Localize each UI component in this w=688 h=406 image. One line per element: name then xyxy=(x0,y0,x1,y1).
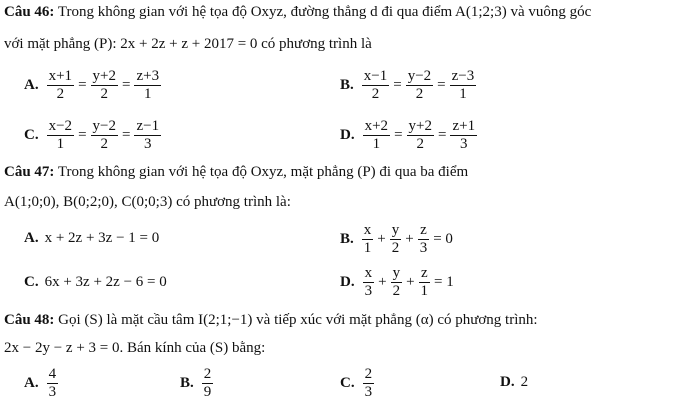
q48-option-c[interactable] xyxy=(340,366,376,401)
denominator: 2 xyxy=(56,86,65,102)
numerator: y xyxy=(392,265,401,281)
fraction xyxy=(390,222,402,257)
option-label: B. xyxy=(180,375,194,391)
denominator: 2 xyxy=(100,86,109,102)
q47-line2 xyxy=(4,194,291,211)
option-expression: 2 xyxy=(520,374,529,390)
fraction xyxy=(362,68,389,103)
q47-label: Câu 47: xyxy=(4,164,55,180)
q46-label: Câu 46: xyxy=(4,4,55,20)
denominator: 3 xyxy=(48,384,57,400)
right-hand-side: = 0 xyxy=(433,231,453,247)
fraction xyxy=(450,68,477,103)
option-label: B. xyxy=(340,231,354,247)
q47-text-1: Trong không gian với hệ tọa độ Oxyz, mặt phẳng (P) đi qua ba điểm xyxy=(57,164,469,180)
numerator: z xyxy=(420,222,427,238)
numerator: z−1 xyxy=(136,118,160,134)
numerator: 2 xyxy=(364,366,373,382)
denominator: 2 xyxy=(415,86,424,102)
numerator: y+2 xyxy=(92,68,116,84)
fraction xyxy=(47,68,74,103)
denominator: 3 xyxy=(419,240,428,256)
q47-line1 xyxy=(4,164,468,181)
q48-option-b[interactable] xyxy=(180,366,215,401)
denominator: 3 xyxy=(364,283,373,299)
option-label: A. xyxy=(24,375,39,391)
q47-option-b[interactable] xyxy=(340,222,455,257)
q47-option-a[interactable] xyxy=(24,230,159,247)
q46-line2 xyxy=(4,36,372,53)
fraction xyxy=(391,265,403,300)
denominator: 1 xyxy=(56,136,65,152)
fraction xyxy=(450,118,477,153)
fraction xyxy=(362,222,374,257)
fraction xyxy=(91,68,118,103)
fraction xyxy=(202,366,214,401)
operator: = xyxy=(122,127,131,143)
fraction xyxy=(419,265,431,300)
numerator: z+1 xyxy=(452,118,476,134)
operator: + xyxy=(406,274,415,290)
denominator: 2 xyxy=(100,136,109,152)
q46-option-b[interactable] xyxy=(340,68,478,103)
q48-text-2: 2x − 2y − z + 3 = 0. Bán kính của (S) bằng: xyxy=(4,340,266,356)
numerator: x−2 xyxy=(48,118,73,134)
operator: + xyxy=(377,231,386,247)
option-label: A. xyxy=(24,77,39,93)
denominator: 1 xyxy=(372,136,381,152)
denominator: 3 xyxy=(460,136,468,152)
numerator: 4 xyxy=(48,366,57,382)
numerator: y+2 xyxy=(408,118,432,134)
operator: = xyxy=(78,77,87,93)
denominator: 2 xyxy=(416,136,425,152)
numerator: z+3 xyxy=(136,68,160,84)
option-label: D. xyxy=(340,127,355,143)
option-label: B. xyxy=(340,77,354,93)
operator: = xyxy=(394,127,403,143)
denominator: 2 xyxy=(391,240,400,256)
q46-option-d[interactable] xyxy=(340,118,479,153)
q46-text-2: với mặt phẳng (P): 2x + 2z + z + 2017 = 0 có phương trình là xyxy=(4,36,372,52)
fraction xyxy=(134,68,161,103)
option-label: D. xyxy=(340,274,355,290)
operator: = xyxy=(438,127,447,143)
q46-text-1: Trong không gian với hệ tọa độ Oxyz, đường thẳng d đi qua điểm A(1;2;3) và vuông góc xyxy=(57,4,592,20)
fraction xyxy=(363,366,375,401)
denominator: 1 xyxy=(144,86,152,102)
fraction xyxy=(134,118,161,153)
option-label: C. xyxy=(340,375,355,391)
denominator: 1 xyxy=(363,240,372,256)
numerator: x xyxy=(364,265,373,281)
denominator: 1 xyxy=(459,86,467,102)
numerator: z−3 xyxy=(451,68,475,84)
operator: = xyxy=(437,77,446,93)
fraction xyxy=(47,366,59,401)
fraction xyxy=(363,118,390,153)
q48-option-a[interactable] xyxy=(24,366,60,401)
fraction xyxy=(363,265,375,300)
option-expression: 6x + 3z + 2z − 6 = 0 xyxy=(44,274,167,290)
denominator: 1 xyxy=(420,283,429,299)
q47-option-d[interactable] xyxy=(340,265,456,300)
q48-text-1: Gọi (S) là mặt cầu tâm I(2;1;−1) và tiếp xúc với mặt phẳng (α) có phương trình: xyxy=(58,312,538,328)
numerator: z xyxy=(420,265,428,281)
q48-label: Câu 48: xyxy=(4,312,55,328)
right-hand-side: = 1 xyxy=(434,274,454,290)
option-label: C. xyxy=(24,127,39,143)
denominator: 2 xyxy=(371,86,380,102)
fraction xyxy=(407,118,434,153)
numerator: y−2 xyxy=(92,118,116,134)
numerator: y xyxy=(391,222,400,238)
numerator: 2 xyxy=(203,366,212,382)
numerator: x xyxy=(363,222,372,238)
option-expression: x + 2z + 3z − 1 = 0 xyxy=(44,230,160,246)
q48-line1 xyxy=(4,312,538,329)
q47-text-2: A(1;0;0), B(0;2;0), C(0;0;3) có phương trình là: xyxy=(4,194,291,210)
numerator: x+1 xyxy=(48,68,73,84)
option-label: C. xyxy=(24,274,39,290)
denominator: 2 xyxy=(392,283,401,299)
q46-line1 xyxy=(4,4,591,21)
q48-line2 xyxy=(4,340,265,357)
fraction xyxy=(91,118,118,153)
denominator: 3 xyxy=(144,136,152,152)
option-label: D. xyxy=(500,374,515,390)
q47-option-c[interactable] xyxy=(24,274,167,291)
fraction xyxy=(47,118,74,153)
numerator: x−1 xyxy=(363,68,388,84)
numerator: x+2 xyxy=(364,118,389,134)
operator: = xyxy=(122,77,131,93)
operator: = xyxy=(393,77,402,93)
fraction xyxy=(418,222,430,257)
operator: + xyxy=(405,231,414,247)
q46-option-a[interactable] xyxy=(24,68,163,103)
operator: = xyxy=(78,127,87,143)
fraction xyxy=(406,68,433,103)
numerator: y−2 xyxy=(407,68,432,84)
option-label: A. xyxy=(24,230,39,246)
q48-option-d[interactable] xyxy=(500,374,528,391)
operator: + xyxy=(378,274,387,290)
q46-option-c[interactable] xyxy=(24,118,163,153)
denominator: 9 xyxy=(203,384,212,400)
denominator: 3 xyxy=(364,384,373,400)
